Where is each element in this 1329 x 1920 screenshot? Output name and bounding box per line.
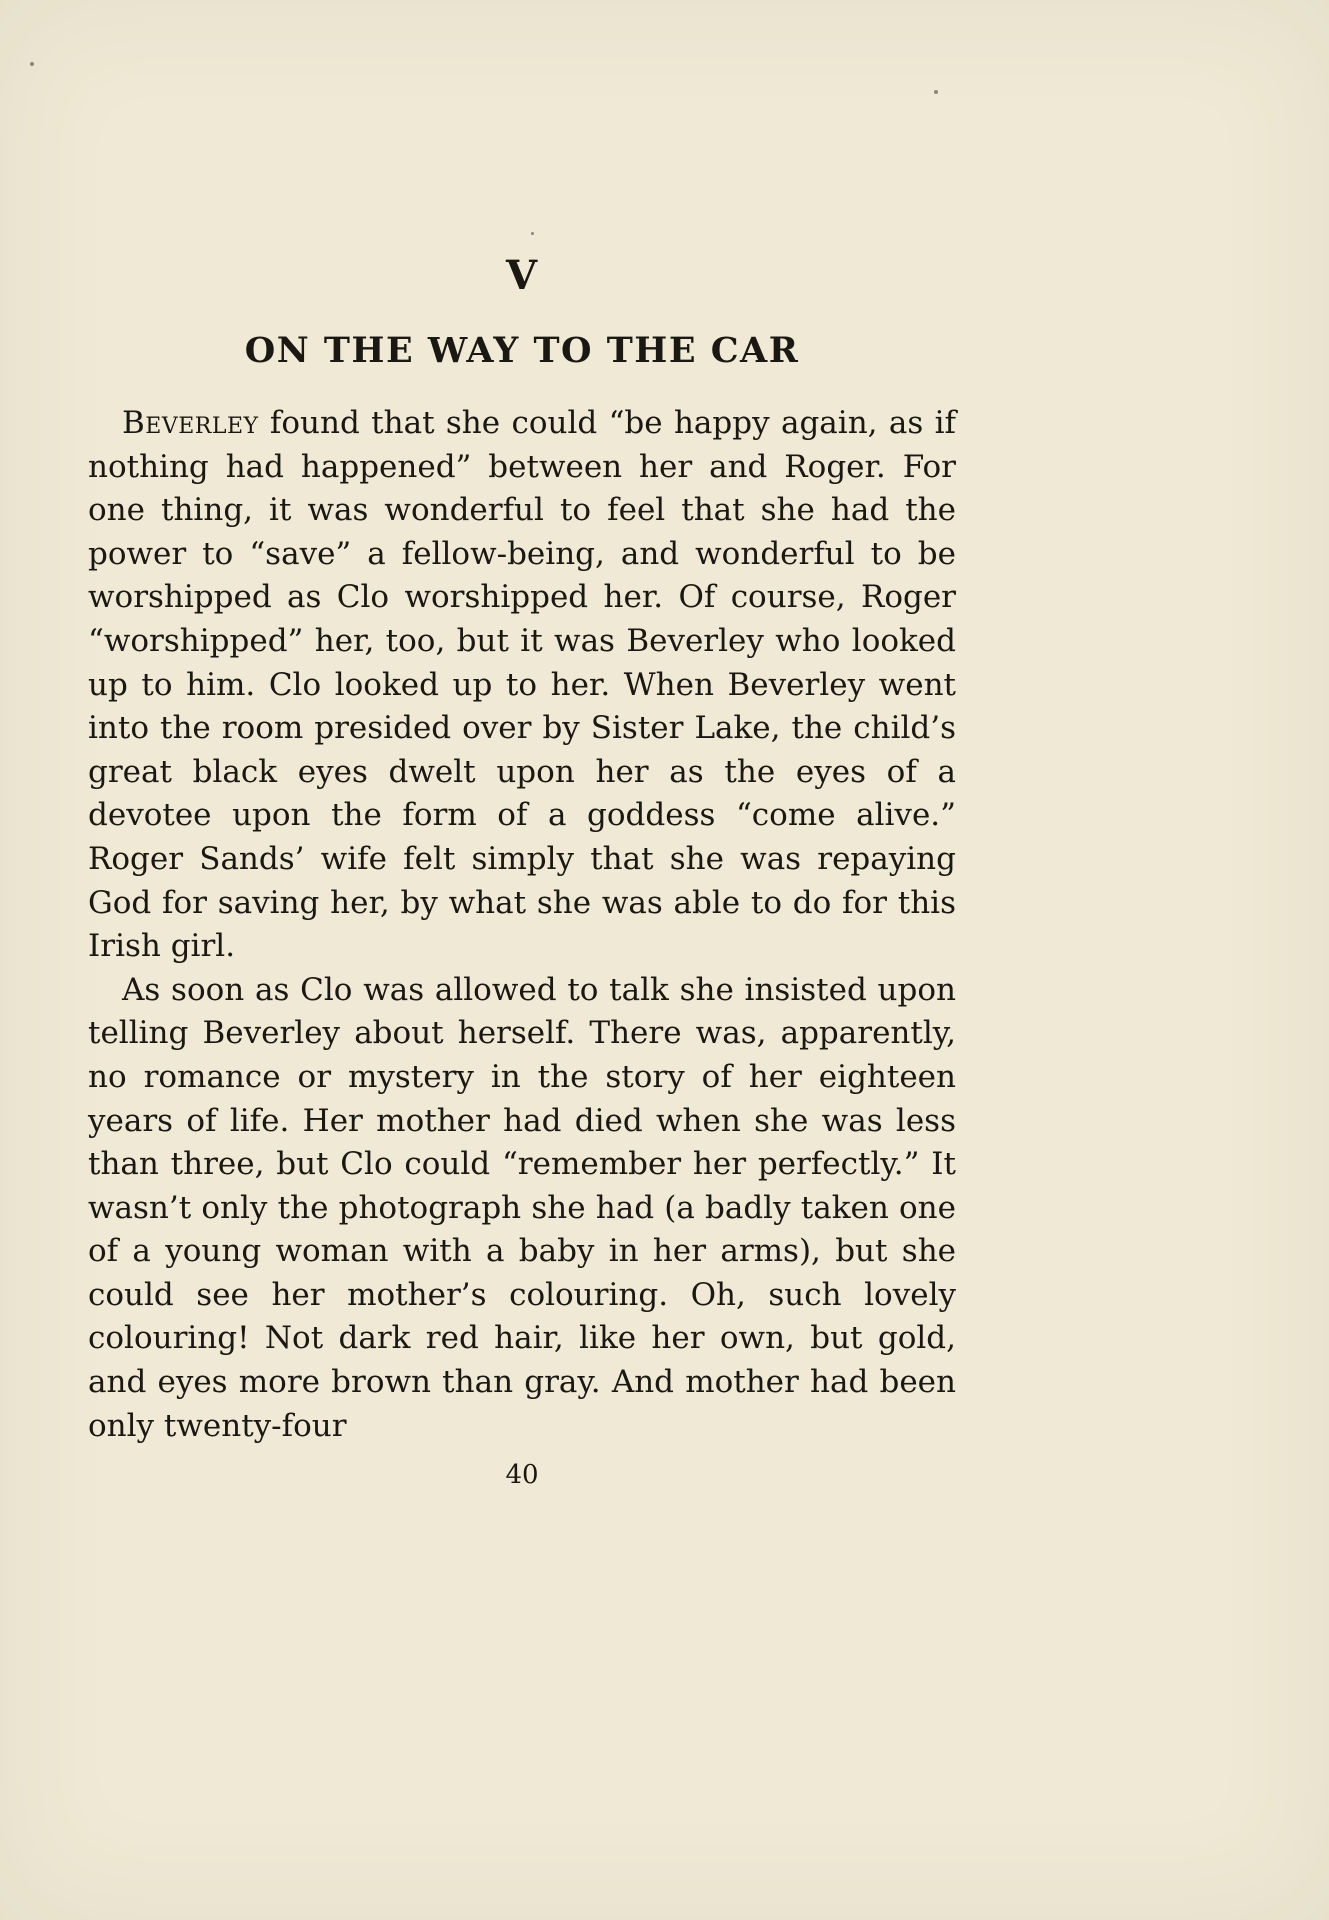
scan-speck [30, 62, 34, 66]
body-text [88, 402, 956, 1448]
paragraph-lead-small-caps: Beverley [122, 405, 259, 441]
chapter-number: V [505, 252, 539, 299]
paragraph [88, 402, 956, 969]
paragraph-text: found that she could “be happy again, as if nothing had happened” between her and Roger. For one thing, it was wonderful to feel that she had the power to “save” a fellow-being, and wonderful to be worshipped as Clo worshipped her. Of course, Roger “worshipped” her, too, but it was Beverley who looked up to him. Clo looked up to her. When Beverley went into the room presided over by Sister Lake, the child’s great black eyes dwelt upon her as the eyes of a devotee upon the form of a goddess “come alive.” Roger Sands’ wife felt simply that she was repaying God for saving her, by what she was able to do for this Irish girl. [88, 405, 956, 965]
text-column [88, 0, 956, 1920]
chapter-title: ON THE WAY TO THE CAR [244, 330, 800, 371]
page-number: 40 [505, 1460, 539, 1490]
paragraph-text: As soon as Clo was allowed to talk she insisted upon telling Beverley about herself. There was, apparently, no romance or mystery in the story of her eighteen years of life. Her mother had died when she was less than three, but Clo could “remember her perfectly.” It wasn’t only the photograph she had (a badly taken one of a young woman with a baby in her arms), but she could see her mother’s colouring. Oh, such lovely colouring! Not dark red hair, like her own, but gold, and eyes more brown than gray. And mother had been only twenty-four [88, 971, 956, 1444]
paragraph [88, 969, 956, 1449]
